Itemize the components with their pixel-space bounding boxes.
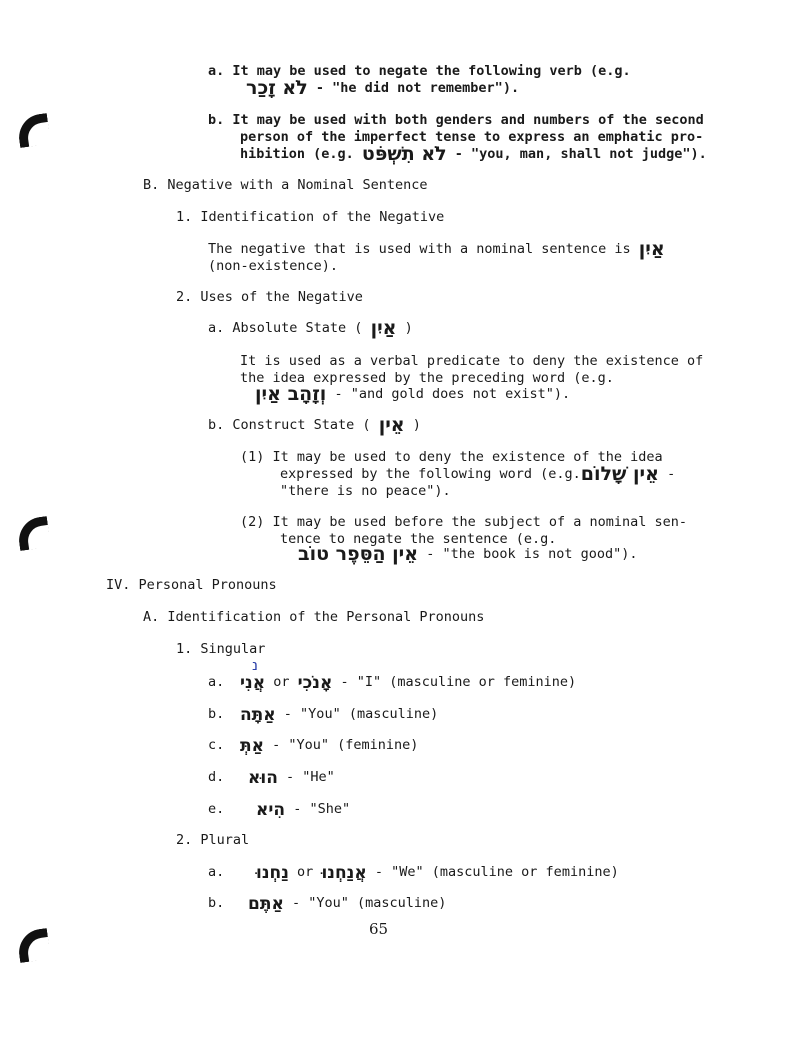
hebrew-text: הִיא <box>256 800 286 820</box>
text-line: person of the imperfect tense to express an emphatic pro- <box>240 129 704 145</box>
list-item: b. אַתָּה - "You" (masculine) <box>208 705 439 725</box>
hebrew-text: אַיִן <box>638 238 665 260</box>
text-line: b. Construct State ( אֵין ) <box>208 414 421 436</box>
text-line: אֵין הַסֵּפֶר טוֹב - "the book is not good"). <box>298 543 638 565</box>
text-line: hibition (e.g. לֹא תִשְׁפֹּט - "you, man, shall not judge"). <box>240 143 707 165</box>
hebrew-text: אֲנַחְנוּ <box>321 863 367 883</box>
text-line: expressed by the following word (e.g.אֵין שָׁלוֹם - <box>280 463 676 485</box>
text-line: the idea expressed by the preceding word (e.g. <box>240 370 614 386</box>
list-item: b. אַתֶּם - "You" (masculine) <box>208 894 447 914</box>
hebrew-text: אַתְּ <box>240 736 264 756</box>
text-line: The negative that is used with a nominal sentence is אַיִן <box>208 238 665 260</box>
punch-hole-mark <box>16 113 51 148</box>
subsection-heading: 1. Singular <box>176 641 266 657</box>
hebrew-text: אֵין <box>378 414 405 436</box>
text-line: לֹא זָכַר - "he did not remember"). <box>246 77 520 99</box>
text-line: a. It may be used to negate the following verb (e.g. <box>208 63 631 79</box>
list-item: e. הִיא - "She" <box>208 800 351 820</box>
hebrew-text: נַחְנוּ <box>256 863 289 883</box>
list-item: d. הוּא - "He" <box>208 768 335 788</box>
text-line: It is used as a verbal predicate to deny the existence of <box>240 353 704 369</box>
hebrew-text: אַיִן <box>370 317 397 339</box>
hebrew-text: וְזָהָב אַיִן <box>255 383 327 405</box>
text-line: tence to negate the sentence (e.g. <box>280 531 557 547</box>
text-line: "there is no peace"). <box>280 483 451 499</box>
section-heading: B. Negative with a Nominal Sentence <box>143 177 428 193</box>
hebrew-text: אֵין שָׁלוֹם <box>580 463 659 485</box>
text-line: (non-existence). <box>208 258 339 274</box>
chapter-heading: IV. Personal Pronouns <box>106 577 277 593</box>
hebrew-text: אָנֹכִי <box>297 673 333 693</box>
punch-hole-mark <box>16 516 51 551</box>
list-item: a. נַחְנוּ or אֲנַחְנוּ - "We" (masculine or feminine) <box>208 863 619 883</box>
subsection-heading: 2. Uses of the Negative <box>176 289 363 305</box>
punch-hole-mark <box>16 928 51 963</box>
hebrew-text: הוּא <box>248 768 278 788</box>
hebrew-text: אֲנִי <box>240 673 266 693</box>
text-line: a. Absolute State ( אַיִן ) <box>208 317 413 339</box>
list-item: a. אֲנִי or אָנֹכִי - "I" (masculine or feminine) <box>208 673 577 693</box>
list-item: c. אַתְּ - "You" (feminine) <box>208 736 419 756</box>
subsection-heading: 2. Plural <box>176 832 250 848</box>
handwritten-annotation: נ <box>252 656 259 674</box>
text-line: (1) It may be used to deny the existence of the idea <box>240 449 663 465</box>
section-heading: A. Identification of the Personal Pronouns <box>143 609 485 625</box>
hebrew-text: לֹא תִשְׁפֹּט <box>361 143 447 165</box>
subsection-heading: 1. Identification of the Negative <box>176 209 445 225</box>
text-line: b. It may be used with both genders and numbers of the second <box>208 112 704 128</box>
text-line: וְזָהָב אַיִן - "and gold does not exist"). <box>255 383 571 405</box>
hebrew-text: לֹא זָכַר <box>246 77 308 99</box>
hebrew-text: אַתָּה <box>240 705 276 725</box>
page-number: 65 <box>369 920 389 938</box>
text-line: (2) It may be used before the subject of a nominal sen- <box>240 514 688 530</box>
hebrew-text: אַתֶּם <box>248 894 284 914</box>
hebrew-text: אֵין הַסֵּפֶר טוֹב <box>298 543 419 565</box>
